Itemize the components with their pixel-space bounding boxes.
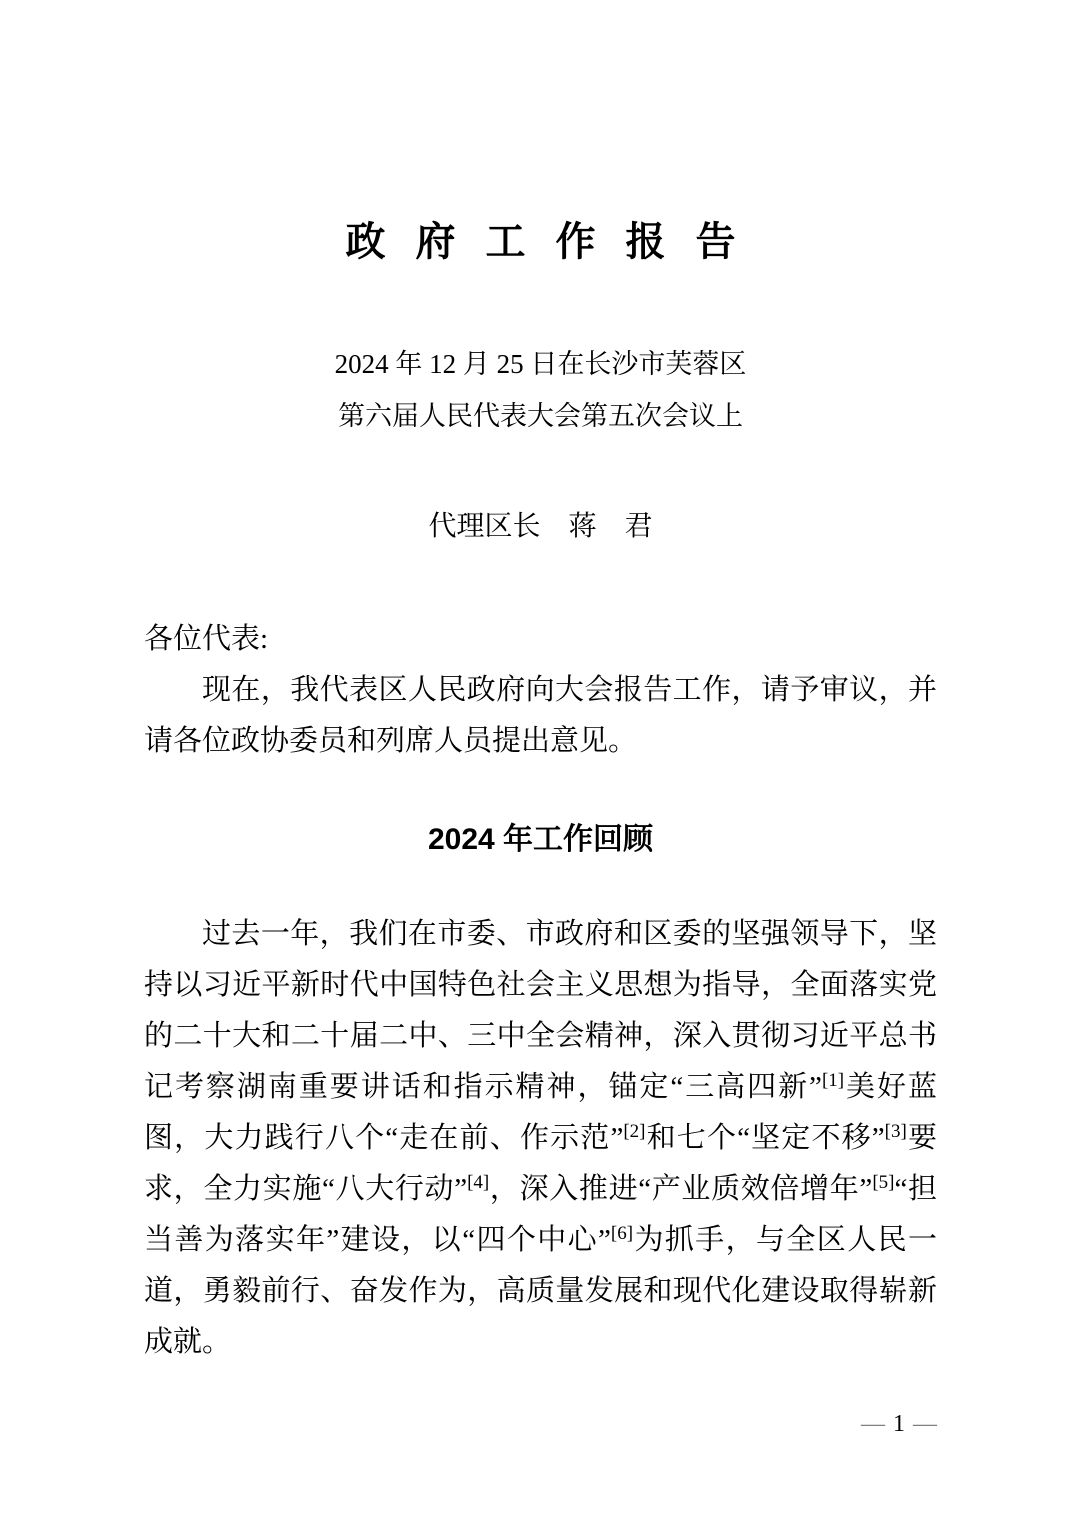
section-heading: 2024 年工作回顾 <box>427 823 654 856</box>
review-text-run: 过去一年，我们在市委、市政府和区委的坚强领导下，坚持以习近平新时代中国特色社会主义思想为指导，全面落实党的二十大和二十届二中、三中全会精神，深入贯彻习近平总书记考察湖南重要讲话和指示精神，锚定“三高四新” <box>144 918 937 1103</box>
review-text-run: 和七个“坚定不移” <box>645 1122 885 1154</box>
footnote-ref: [2] <box>623 1120 646 1142</box>
subtitle-line-2: 第六届人民代表大会第五次会议上 <box>338 401 743 431</box>
review-text-run: 为抓手，与全区人民一道，勇毅前行、奋发作为，高质量发展和现代化建设取得崭新成就。 <box>144 1224 937 1358</box>
footnote-ref: [3] <box>884 1120 907 1142</box>
subtitle-line-1: 2024 年 12 月 25 日在长沙市芙蓉区 <box>334 349 747 379</box>
salutation: 各位代表: <box>144 623 269 655</box>
page-number-value: 1 <box>893 1411 905 1437</box>
review-text-run: 美好蓝图，大力践行八个“走在前、作示范” <box>144 1071 937 1154</box>
page-number-dash-left: — <box>861 1411 885 1437</box>
review-paragraph <box>144 909 937 1368</box>
document-title: 政 府 工 作 报 告 <box>345 219 746 264</box>
footnote-ref: [5] <box>872 1171 895 1193</box>
footnote-ref: [1] <box>821 1069 845 1091</box>
footnote-ref: [6] <box>610 1222 634 1244</box>
document-subtitle <box>144 338 937 442</box>
opening-paragraph: 现在，我代表区人民政府向大会报告工作，请予审议，并请各位政协委员和列席人员提出意见。 <box>144 674 937 757</box>
document-opening <box>144 614 937 767</box>
speaker-line: 代理区长 蒋 君 <box>428 511 653 542</box>
review-text-run: 要求，全力实施“八大行动” <box>144 1122 937 1205</box>
page-number <box>144 1410 937 1438</box>
page-number-dash-right: — <box>913 1411 937 1437</box>
review-text-run: ，深入推进“产业质效倍增年” <box>489 1173 873 1205</box>
review-text-run: “担当善为落实年”建设，以“四个中心” <box>144 1173 938 1256</box>
footnote-ref: [4] <box>467 1171 490 1193</box>
